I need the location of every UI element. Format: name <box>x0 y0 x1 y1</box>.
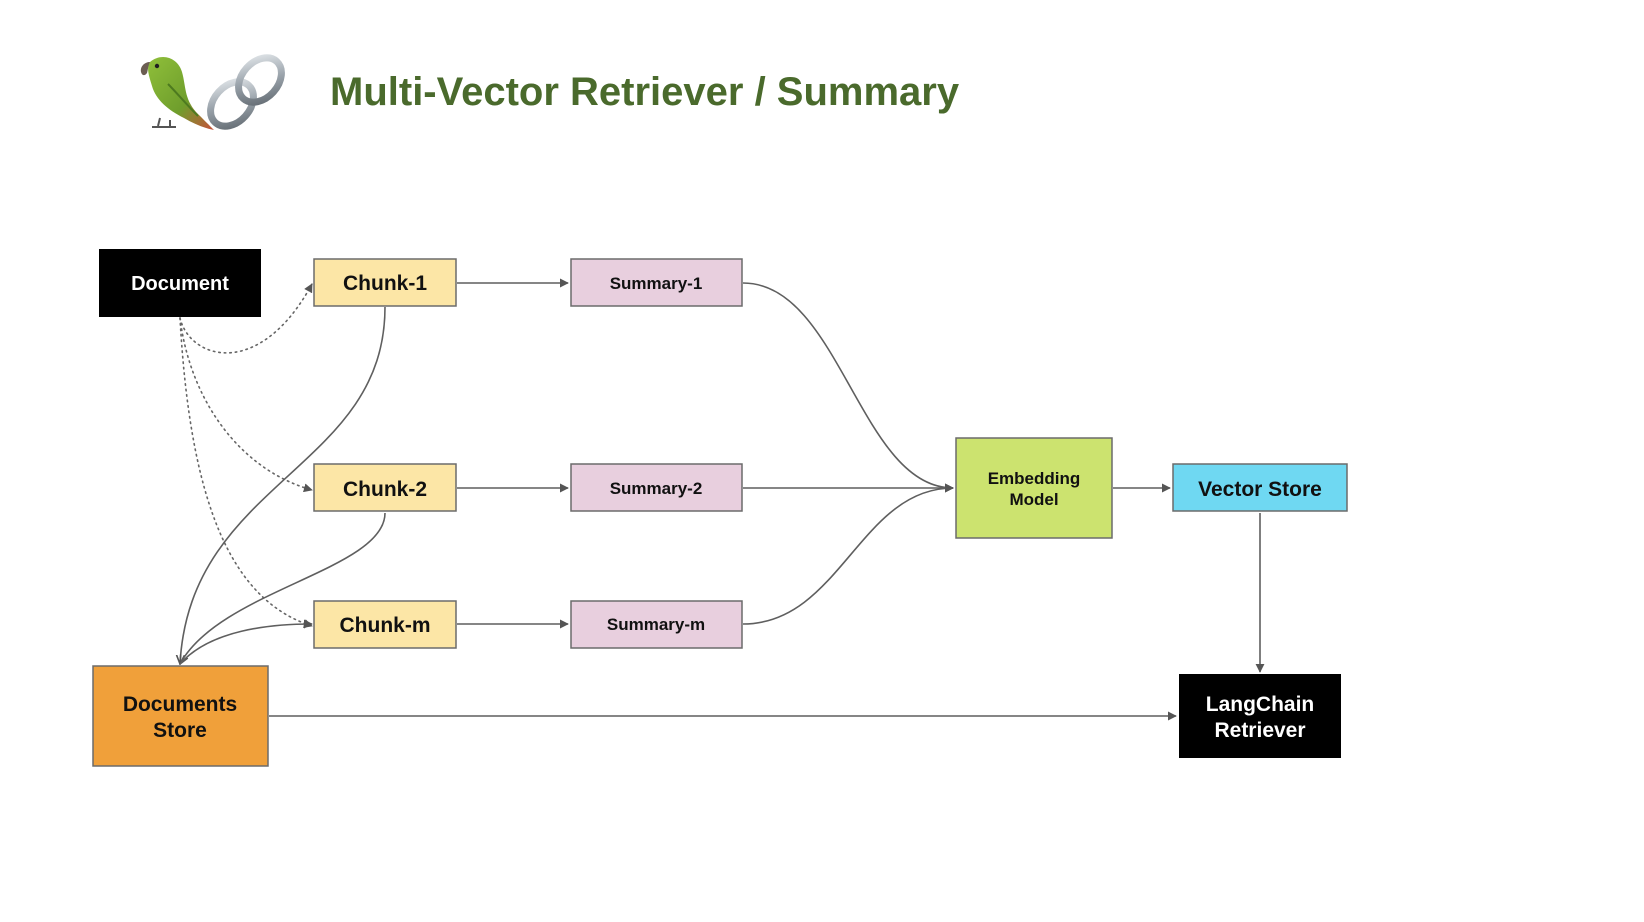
node-label: Summary-2 <box>609 479 703 498</box>
parrot-icon <box>141 57 214 130</box>
node-chunk-2 <box>314 464 456 511</box>
node-document <box>99 249 261 317</box>
node-embedding-model <box>956 438 1112 538</box>
node-label: Chunk-m <box>339 614 431 637</box>
chain-link-icon <box>202 49 290 134</box>
node-summary-1 <box>571 259 742 306</box>
node-label-line-2: Model <box>1009 490 1059 509</box>
node-label-line-1: LangChain <box>1205 693 1315 716</box>
node-label: Chunk-1 <box>343 272 427 295</box>
edge-documents-store-chunk-m <box>180 624 312 664</box>
node-langchain-retriever <box>1179 674 1341 758</box>
node-summary-2 <box>571 464 742 511</box>
node-label: Document <box>131 273 229 295</box>
node-chunk-1 <box>314 259 456 306</box>
node-label: Summary-m <box>606 615 706 634</box>
node-label-line-2: Store <box>153 719 207 742</box>
node-label: Summary-1 <box>609 274 703 293</box>
edge-document-chunk-2 <box>180 318 312 490</box>
node-label: Vector Store <box>1198 478 1322 501</box>
node-chunk-m <box>314 601 456 648</box>
edge-summary-1-embedding <box>743 283 953 488</box>
edge-summary-m-embedding <box>743 488 953 624</box>
node-documents-store <box>93 666 268 766</box>
node-label-line-1: Embedding <box>987 469 1081 488</box>
node-vector-store <box>1173 464 1347 511</box>
node-summary-m <box>571 601 742 648</box>
node-label-line-1: Documents <box>122 693 238 716</box>
page-title: Multi-Vector Retriever / Summary <box>330 70 960 114</box>
node-label-line-2: Retriever <box>1214 719 1306 742</box>
node-label: Chunk-2 <box>343 478 427 501</box>
